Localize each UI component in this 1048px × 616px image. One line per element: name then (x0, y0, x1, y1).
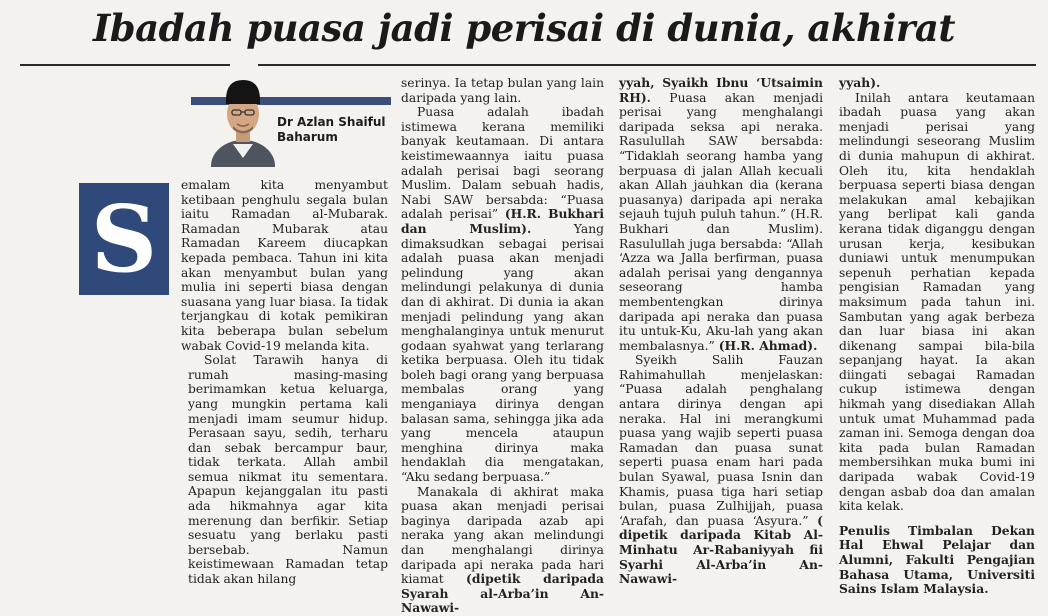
paragraph (619, 353, 823, 587)
source-citation: yyah). (839, 75, 881, 90)
article-column-1 (181, 178, 388, 587)
paragraph: serinya. Ia tetap bulan yang lain daripada yang lain. (401, 76, 604, 105)
source-citation: yyah, Syaikh Ibnu ‘Utsaimin RH). (619, 75, 823, 105)
headline: Ibadah puasa jadi perisai di dunia, akhirat (93, 6, 955, 50)
hadith-citation: (H.R. Ahmad). (718, 337, 818, 353)
source-citation: (dipetik daripada Syarah al-Arba’in An-Nawawi- (401, 571, 604, 616)
hadith-citation: (H.R. Bukhari dan Muslim). (401, 206, 604, 236)
headline-rule-left (20, 64, 230, 66)
paragraph: Solat Tarawih hanya di rumah masing-masing berimamkan ketua keluarga, yang mungkin pertama kali menjadi imam seumur hidup. Perasaan sayu, sedih, terharu dan sebak bercampur baur, tidak terkata. Allah ambil semua nikmat itu sementara. Apapun kejanggalan itu pasti ada hikmahnya agar kita merenung dan berfikir. Setiap sesuatu yang berlaku pasti bersebab. Namun keistimewaan Ramadan tetap tidak akan hilang (188, 353, 388, 587)
article-column-3 (619, 76, 823, 587)
author-byline (277, 115, 386, 145)
paragraph-text: Puasa akan menjadi perisai yang menghalangi daripada seksa api neraka. Rasulullah SAW bersabda: “Tidaklah seorang hamba yang berpuasa di jalan Allah kecuali akan Allah jauhkan dia (kerana puasanya) daripada api neraka sejauh tujuh puluh tahun.” (H.R. Bukhari dan Muslim). Rasulullah juga bersabda: “Allah ‘Azza wa Jalla berfirman, puasa adalah perisai yang dengannya seseorang hamba membentengkan dirinya daripada api neraka dan puasa itu untuk-Ku, Aku-lah yang akan membalasnya.” (619, 90, 823, 353)
paragraph (401, 105, 604, 484)
paragraph-text: Syeikh Salih Fauzan Rahimahullah menjelaskan: “Puasa adalah penghalang antara dirinya dengan api neraka. Hal ini merangkumi puasa yang wajib seperti puasa Ramadan dan puasa sunat seperti puasa enam hari pada bulan Syawal, puasa Isnin dan Khamis, puasa tiga hari setiap bulan, puasa Zulhijjah, puasa ‘Arafah, dan puasa ‘Asyura.” (619, 353, 823, 528)
paragraph: emalam kita menyambut ketibaan penghulu segala bulan iaitu Ramadan al-Mubarak. Ramadan Mubarak atau Ramadan Kareem diucapkan kepada pembaca. Tahun ini kita akan menyambut bulan yang mulia ini seperti biasa dengan suasana yang luar biasa. Ia tidak terjangkau di kotak pemikiran kita beberapa bulan sebelum wabak Covid-19 melanda kita. (181, 178, 388, 353)
article-column-4 (839, 76, 1035, 597)
paragraph (619, 76, 823, 353)
dropcap-box (79, 183, 169, 295)
author-name-line2: Baharum (277, 130, 338, 144)
author-name-line1: Dr Azlan Shaiful (277, 115, 386, 129)
source-citation: ( dipetik daripada Kitab Al-Minhatu Ar-Rabaniyyah fii Syarhi Al-Arba’in An-Nawawi- (619, 512, 823, 587)
author-bio: Penulis Timbalan Dekan Hal Ehwal Pelajar dan Alumni, Fakulti Pengajian Bahasa Utama, Universiti Sains Islam Malaysia. (839, 522, 1035, 597)
dropcap-letter: S (90, 185, 158, 293)
paragraph-text: Yang dimaksudkan sebagai perisai adalah puasa akan menjadi pelindung yang akan melindungi pelakunya di dunia dan di akhirat. Di dunia ia akan menjadi pelindung yang akan menghalanginya untuk menurut godaan syahwat yang terlarang ketika berpuasa. Oleh itu tidak boleh bagi orang yang berpuasa membalas orang yang menganiaya dirinya dengan balasan sama, sehingga jika ada yang mencela ataupun menghina dirinya maka hendaklah dia mengatakan, “Aku sedang berpuasa.” (401, 221, 604, 485)
paragraph-text: Manakala di akhirat maka puasa akan menjadi perisai baginya daripada azab api neraka yang akan melindungi dan menghalangi dirinya daripada api neraka pada hari kiamat (401, 484, 604, 587)
author-photo (211, 74, 275, 167)
paragraph-text: Puasa adalah ibadah istimewa kerana memiliki banyak keutamaan. Di antara keistimewaannya iaitu puasa adalah perisai bagi seorang Muslim. Dalam sebuah hadis, Nabi SAW bersabda: “Puasa adalah perisai” (401, 105, 604, 222)
headline-rule-right (258, 64, 1036, 66)
paragraph (839, 76, 1035, 91)
paragraph (401, 485, 604, 616)
paragraph: Inilah antara keutamaan ibadah puasa yang akan menjadi perisai yang melindungi seseorang Muslim di dunia mahupun di akhirat. Oleh itu, kita hendaklah berpuasa seperti biasa dengan melakukan amal kebajikan yang berlipat kali ganda kerana tidak diganggu dengan urusan kerja, kesibukan duniawi untuk menumpukan sepenuh perhatian kepada pengisian Ramadan yang maksimum pada tahun ini. Sambutan yang agak berbeza dan luar biasa ini akan dikenang sampai bila-bila sepanjang hayat. Ia akan diingati sebagai Ramadan cukup istimewa dengan hikmah yang disediakan Allah untuk umat Muhammad pada zaman ini. Semoga dengan doa kita pada bulan Ramadan membersihkan muka bumi ini daripada wabak Covid-19 dengan asbab doa dan amalan kita kelak. (839, 90, 1035, 514)
